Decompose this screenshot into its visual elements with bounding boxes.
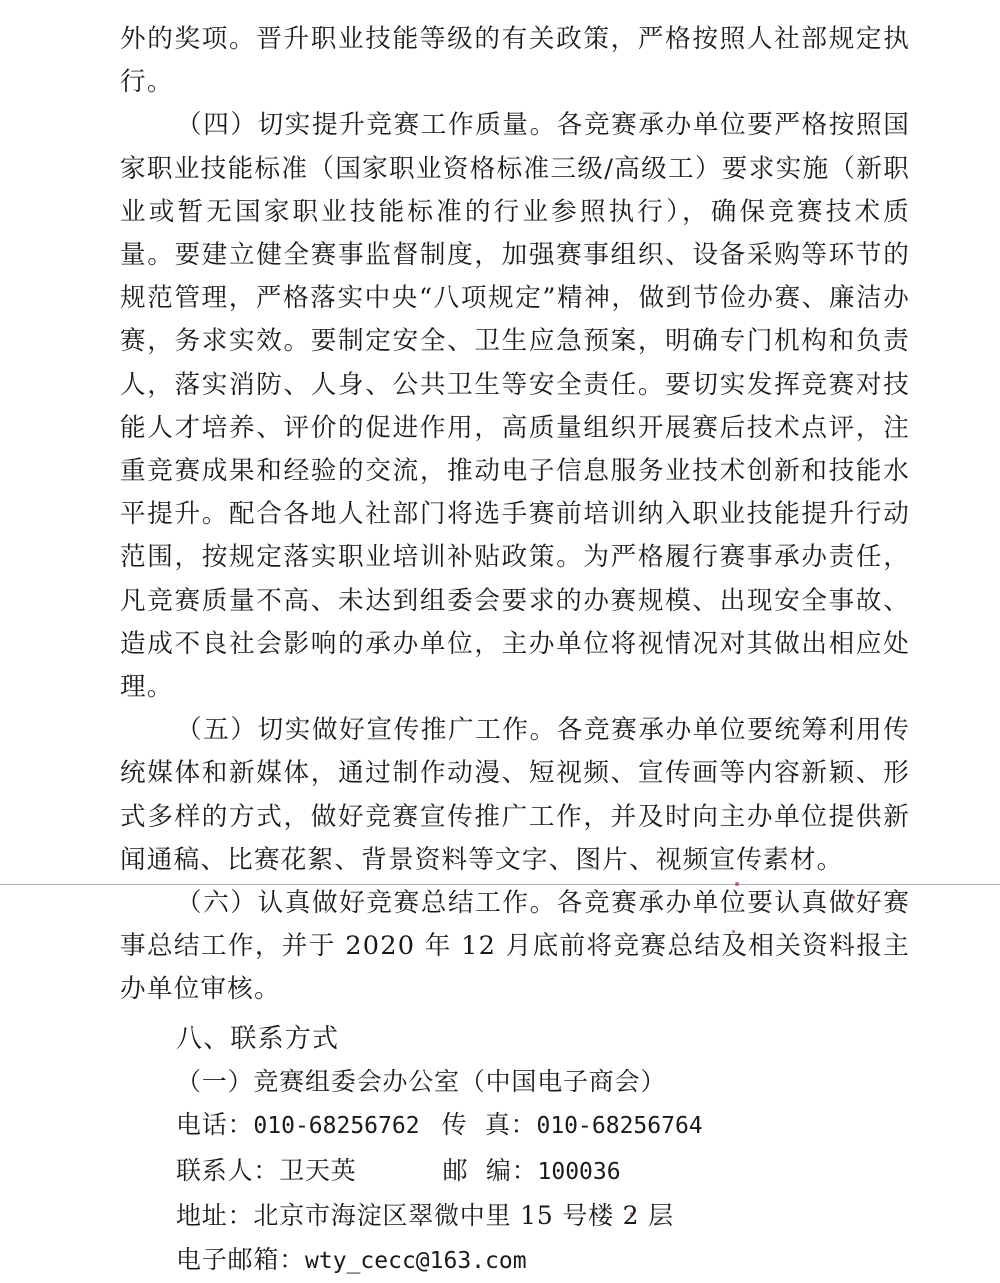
postcode-value: 100036 xyxy=(537,1158,621,1185)
phone-label: 电话： xyxy=(176,1110,254,1140)
address-label: 地址： xyxy=(176,1201,254,1231)
postcode-label: 邮 编： xyxy=(442,1155,538,1185)
email-value: wty_cecc@163.com xyxy=(305,1247,527,1274)
paragraph-continuation: 外的奖项。晋升职业技能等级的有关政策，严格按照人社部规定执行。 xyxy=(120,24,910,98)
contact-phone-line xyxy=(120,1103,910,1149)
section-heading-contact: 八、联系方式 xyxy=(176,1023,340,1054)
paragraph-section-6: （六）认真做好竞赛总结工作。各竞赛承办单位要认真做好赛事总结工作，并于 2020 年 12 月底前将竞赛总结及相关资料报主办单位审核。 xyxy=(120,888,910,1005)
person-value: 卫天英 xyxy=(279,1155,357,1185)
contact-address-line xyxy=(120,1194,910,1238)
contact-person-line xyxy=(120,1149,910,1195)
contact-email-line xyxy=(120,1238,910,1283)
fax-value: 010-68256764 xyxy=(536,1113,703,1140)
email-label: 电子邮箱： xyxy=(176,1244,306,1274)
paragraph-section-5: （五）切实做好宣传推广工作。各竞赛承办单位要统筹利用传统媒体和新媒体，通过制作动漫、短视频、宣传画等内容新颖、形式多样的方式，做好竞赛宣传推广工作，并及时向主办单位提供新闻通稿、比赛花絮、背景资料等文字、图片、视频宣传素材。 xyxy=(120,715,910,875)
paragraph-section-4: （四）切实提升竞赛工作质量。各竞赛承办单位要严格按照国家职业技能标准（国家职业资格标准三级/高级工）要求实施（新职业或暂无国家职业技能标准的行业参照执行），确保竞赛技术质量。要建立健全赛事监督制度，加强赛事组织、设备采购等环节的规范管理，严格落实中央“八项规定”精神，做到节俭办赛、廉洁办赛，务求实效。要制定安全、卫生应急预案，明确专门机构和负责人，落实消防、人身、公共卫生等安全责任。要切实发挥竞赛对技能人才培养、评价的促进作用，高质量组织开展赛后技术点评，注重竞赛成果和经验的交流，推动电子信息服务业技术创新和技能水平提升。配合各地人社部门将选手赛前培训纳入职业技能提升行动范围，按规定落实职业培训补贴政策。为严格履行赛事承办责任，凡竞赛质量不高、未达到组委会要求的办赛规模、出现安全事故、造成不良社会影响的承办单位，主办单位将视情况对其做出相应处理。 xyxy=(120,110,910,703)
document-page xyxy=(120,18,910,1283)
fax-label: 传 真： xyxy=(441,1110,537,1140)
address-value: 北京市海淀区翠微中里 15 号楼 2 层 xyxy=(253,1201,674,1231)
phone-value: 010-68256762 xyxy=(253,1113,420,1140)
person-label: 联系人： xyxy=(176,1155,280,1185)
contact-office: （一）竞赛组委会办公室（中国电子商会） xyxy=(176,1066,667,1096)
